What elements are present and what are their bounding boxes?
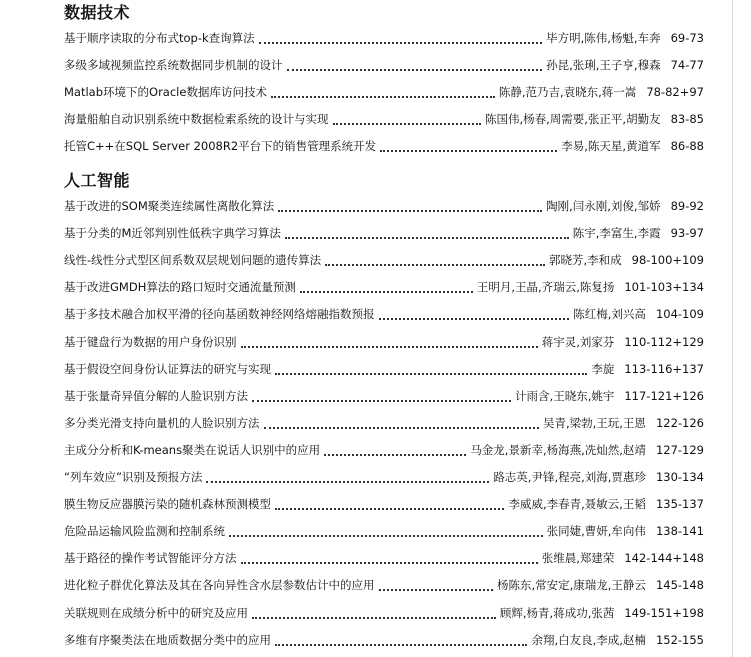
entry-pages: 138-141 [655,524,704,539]
toc-entry[interactable] [64,29,704,47]
dot-leader [252,398,511,402]
entry-authors: 陈宇,李富生,李霞 [569,224,661,242]
entry-title[interactable]: 基于改进GMDH算法的路口短时交通流量预测 [64,278,300,296]
entry-title[interactable]: 基于分类的M近邻判别性低秩字典学习算法 [64,224,285,242]
entry-title[interactable]: 多分类光滑支持向量机的人脸识别方法 [64,414,264,432]
entry-authors: 余翔,白友良,李成,赵楠 [527,631,645,649]
entry-title[interactable]: Matlab环境下的Oracle数据库访问技术 [64,83,271,101]
dot-leader [380,148,557,152]
entry-title[interactable]: 托管C++在SQL Server 2008R2平台下的销售管理系统开发 [64,137,380,155]
entry-pages: 89-92 [670,199,704,213]
toc-entry[interactable] [64,360,704,378]
entry-title[interactable]: 海量船舶自动识别系统中数据检索系统的设计与实现 [64,110,333,128]
entry-title[interactable]: 多维有序聚类法在地质数据分类中的应用 [64,631,275,649]
entry-pages: 130-134 [655,470,704,484]
entry-title[interactable]: 膜生物反应器膜污染的随机森林预测模型 [64,495,275,513]
toc-entry[interactable] [64,468,704,486]
entry-pages: 98-100+109 [631,253,704,268]
section-heading: 数据技术 [64,3,131,22]
entry-authors: 马金龙,景新幸,杨海燕,冼灿然,赵靖 [466,441,646,459]
dot-leader [278,208,542,212]
entry-authors: 李旋 [587,360,614,378]
dot-leader [271,94,495,98]
entry-authors: 蒋宇灵,刘家芬 [538,333,615,351]
toc-entry[interactable] [64,549,704,567]
entry-authors: 陈红梅,刘兴高 [569,305,646,323]
entry-pages: 74-77 [670,58,704,73]
entry-authors: 孙昆,张琍,王子亨,穆森 [542,56,660,74]
entry-pages: 127-129 [655,442,704,457]
dot-leader [300,289,473,293]
toc-entry[interactable] [64,56,704,74]
entry-authors: 计雨含,王晓东,姚宇 [511,387,614,405]
entry-pages: 101-103+134 [624,280,704,295]
dot-leader [287,67,543,71]
dot-leader [252,615,496,619]
toc-entry[interactable] [64,305,704,323]
entry-authors: 郭晓芳,李和成 [545,251,622,269]
entry-authors: 吴青,梁勃,王玩,王恩 [539,414,646,432]
entry-pages: 69-73 [670,31,704,45]
entry-title[interactable]: 基于键盘行为数据的用户身份识别 [64,333,241,351]
entry-pages: 135-137 [655,497,704,512]
toc-entry[interactable] [64,197,704,215]
entry-title[interactable]: “列车效应”识别及预报方法 [64,468,206,486]
dot-leader [264,425,539,429]
dot-leader [275,642,527,646]
entry-authors: 王明月,王晶,齐瑞云,陈复扬 [473,278,614,296]
dot-leader [206,479,489,483]
section-heading: 人工智能 [64,171,131,190]
entry-pages: 78-82+97 [646,85,704,100]
entry-title[interactable]: 主成分分析和K-means聚类在说话人识别中的应用 [64,441,324,459]
dot-leader [259,40,542,44]
entry-authors: 张同婕,曹妍,牟向伟 [543,522,646,540]
entry-pages: 142-144+148 [624,551,704,566]
entry-title[interactable]: 基于顺序读取的分布式top-k查询算法 [64,29,259,47]
entry-title[interactable]: 基于张量奇异值分解的人脸识别方法 [64,387,252,405]
entry-pages: 86-88 [670,139,704,154]
dot-leader [325,262,545,266]
entry-pages: 104-109 [655,307,704,322]
entry-authors: 路志英,尹锋,程亮,刘海,贾惠珍 [489,468,646,486]
entry-title[interactable]: 危险品运输风险监测和控制系统 [64,522,229,540]
dot-leader [275,506,504,510]
toc-entry[interactable] [64,137,704,155]
entry-authors: 陈国伟,杨春,周需要,张正平,胡勤友 [481,110,661,128]
entry-title[interactable]: 基于路径的操作考试智能评分方法 [64,549,241,567]
entry-pages: 93-97 [670,226,704,241]
entry-title[interactable]: 基于多技术融合加权平滑的径向基函数神经网络熔融指数预报 [64,305,379,323]
entry-pages: 110-112+129 [624,334,704,349]
toc-entry[interactable] [64,441,704,459]
toc-entry[interactable] [64,224,704,242]
entry-authors: 李易,陈天星,黄道军 [557,137,660,155]
toc-entry[interactable] [64,333,704,351]
entry-title[interactable]: 进化粒子群优化算法及其在各向异性含水层参数估计中的应用 [64,576,379,594]
toc-entry[interactable] [64,631,704,649]
entry-authors: 李威威,李春青,聂敏云,王韬 [504,495,645,513]
toc-entry[interactable] [64,387,704,405]
dot-leader [275,371,587,375]
entry-title[interactable]: 多级多域视频监控系统数据同步机制的设计 [64,56,287,74]
entry-title[interactable]: 基于假设空间身份认证算法的研究与实现 [64,360,275,378]
dot-leader [333,121,481,125]
entry-pages: 149-151+198 [624,605,704,620]
dot-leader [285,235,569,239]
entry-title[interactable]: 基于改进的SOM聚类连续属性离散化算法 [64,197,278,215]
entry-pages: 152-155 [655,632,704,647]
dot-leader [241,560,538,564]
entry-title[interactable]: 关联规则在成绩分析中的研究及应用 [64,604,252,622]
toc-entry[interactable] [64,110,704,128]
entry-pages: 83-85 [670,112,704,127]
toc-entry[interactable] [64,522,704,540]
entry-pages: 113-116+137 [624,361,704,376]
dot-leader [241,344,538,348]
entry-pages: 117-121+126 [624,388,704,403]
toc-entry[interactable] [64,495,704,513]
entry-title[interactable]: 线性-线性分式型区间系数双层规划问题的遗传算法 [64,251,325,269]
dot-leader [379,316,570,320]
entry-authors: 陈静,范乃吉,袁晓东,蒋一嵩 [495,83,636,101]
entry-pages: 122-126 [655,415,704,430]
toc-entry[interactable] [64,604,704,622]
entry-authors: 张维晨,郑建荣 [538,549,615,567]
dot-leader [379,587,493,591]
entry-pages: 145-148 [655,578,704,593]
toc-entry[interactable] [64,414,704,432]
entry-authors: 陶刚,闫永刚,刘俊,邹娇 [542,197,660,215]
toc-entry[interactable] [64,576,704,594]
entry-authors: 毕方明,陈伟,杨魁,车奔 [542,29,660,47]
dot-leader [324,452,466,456]
entry-authors: 顾辉,杨青,蒋成功,张茜 [496,604,614,622]
toc-entry[interactable] [64,251,704,269]
entry-authors: 杨陈东,常安定,康瑞龙,王静云 [493,576,646,594]
toc-entry[interactable] [64,83,704,101]
dot-leader [229,533,543,537]
toc-entry[interactable] [64,278,704,296]
